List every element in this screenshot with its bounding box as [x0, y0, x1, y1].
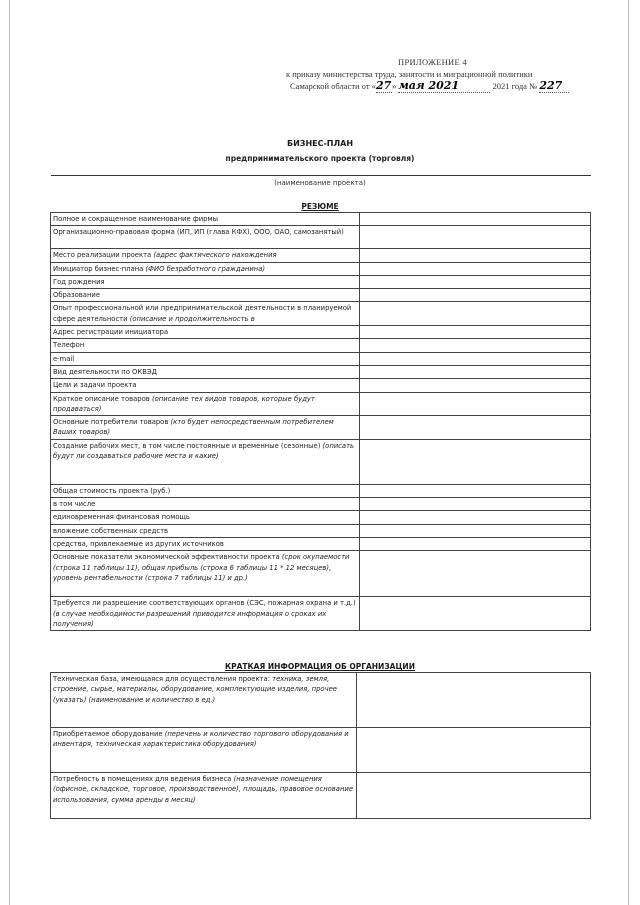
resume-row-value-cell[interactable] — [360, 416, 591, 440]
scan-edge-right — [628, 0, 629, 905]
document-title: БИЗНЕС-ПЛАН — [286, 139, 354, 148]
resume-row-value-cell[interactable] — [360, 498, 591, 511]
resume-row-label: Инициатор бизнес-плана (ФИО безработного гражданина) — [51, 262, 360, 275]
resume-row-label: Вид деятельности по ОКВЭД — [51, 365, 360, 378]
appendix-label: ПРИЛОЖЕНИЕ 4 — [398, 57, 467, 67]
resume-row-value-cell[interactable] — [360, 289, 591, 302]
resume-row — [51, 551, 591, 597]
resume-row-note: (кто будет непосредственным потребителем Ваших товаров) — [53, 418, 334, 437]
resume-row — [51, 226, 591, 249]
appendix-header — [286, 56, 606, 93]
resume-row-note: (описание и продолжительность в — [129, 314, 255, 323]
resume-row-value-cell[interactable] — [360, 262, 591, 275]
resume-row-label: средства, привлекаемые из других источников — [51, 537, 360, 550]
resume-row — [51, 511, 591, 524]
org-info-row — [51, 673, 591, 728]
org-info-row — [51, 773, 591, 819]
resume-row-note: (описать будут ли создаваться рабочие места и какие) — [53, 441, 355, 461]
resume-row — [51, 326, 591, 339]
resume-row-label: e-mail — [51, 352, 360, 365]
resume-row-label: Требуется ли разрешение соответствующих органов (СЭС, пожарная охрана и т.д.) (в случае необходимости разрешений приводится информация о сроках их получения) — [51, 597, 360, 631]
resume-row-note: (в случае необходимости разрешений приводится информация о сроках их получения) — [53, 609, 327, 628]
resume-row — [51, 352, 591, 365]
resume-heading: РЕЗЮМЕ — [301, 202, 339, 211]
resume-row — [51, 392, 591, 416]
resume-row-label: Адрес регистрации инициатора — [51, 326, 360, 339]
resume-row — [51, 416, 591, 440]
org-info-row — [51, 728, 591, 773]
resume-row — [51, 275, 591, 288]
scan-edge-left — [9, 0, 10, 905]
org-info-row-label: Потребность в помещениях для ведения бизнеса (назначение помещения (офисное, складское, торговое, производственное), площадь, правовое основание использования, сумма аренды в месяц) — [51, 773, 357, 819]
resume-row — [51, 262, 591, 275]
resume-row-value-cell[interactable] — [360, 326, 591, 339]
resume-row-label: Телефон — [51, 339, 360, 352]
resume-row-value-cell[interactable] — [360, 524, 591, 537]
org-info-row-value-cell[interactable] — [357, 728, 591, 773]
resume-row-label: Общая стоимость проекта (руб.) — [51, 484, 360, 497]
resume-row-note: (ФИО безработного гражданина) — [145, 264, 266, 273]
project-name-caption: (наименование проекта) — [274, 179, 366, 187]
resume-row-value-cell[interactable] — [360, 302, 591, 326]
resume-row-label: единовременная финансовая помощь — [51, 511, 360, 524]
resume-row — [51, 213, 591, 226]
resume-row-value-cell[interactable] — [360, 484, 591, 497]
resume-row-value-cell[interactable] — [360, 551, 591, 597]
resume-row — [51, 439, 591, 484]
resume-row-label: Цели и задачи проекта — [51, 379, 360, 392]
resume-row-label: Полное и сокращенное наименование фирмы — [51, 213, 360, 226]
resume-row-value-cell[interactable] — [360, 352, 591, 365]
resume-row — [51, 339, 591, 352]
resume-row-label: в том числе — [51, 498, 360, 511]
handwritten-month: мая 2021 — [398, 80, 490, 93]
resume-row-value-cell[interactable] — [360, 537, 591, 550]
resume-row-value-cell[interactable] — [360, 339, 591, 352]
org-info-row-label: Техническая база, имеющаяся для осуществления проекта: техника, земля, строение, сырье, материалы, оборудование, комплектующие изделия, прочее (указать) (наименование и количество в ед.) — [51, 673, 357, 728]
resume-row — [51, 484, 591, 497]
org-info-row-value-cell[interactable] — [357, 773, 591, 819]
resume-row-label: Основные показатели экономической эффективности проекта (срок окупаемости (строка 11 таблицы 11), общая прибыль (строка 6 таблицы 11 * 12 месяцев), уровень рентабельности (строка 7 таблицы 11) и др.) — [51, 551, 360, 597]
resume-row — [51, 289, 591, 302]
resume-row-value-cell[interactable] — [360, 392, 591, 416]
org-info-row-label: Приобретаемое оборудование (перечень и количество торгового оборудования и инвентаря, техническая характеристика оборудования) — [51, 728, 357, 773]
resume-row-value-cell[interactable] — [360, 226, 591, 249]
resume-row-label: Место реализации проекта (адрес фактического нахождения — [51, 249, 360, 262]
resume-row-value-cell[interactable] — [360, 249, 591, 262]
resume-row-label: Создание рабочих мест, в том числе постоянные и временные (сезонные) (описать будут ли создаваться рабочие места и какие) — [51, 439, 360, 484]
resume-row-note: (срок окупаемости (строка 11 таблицы 11), общая прибыль (строка 6 таблицы 11 * 12 месяцев), уровень рентабельности (строка 7 таблицы 11) и др.) — [53, 553, 350, 582]
resume-row — [51, 365, 591, 378]
appendix-order-text: к приказу министерства труда, занятости и миграционной политики — [286, 69, 533, 79]
resume-row-label: Опыт профессиональной или предпринимательской деятельности в планируемой сфере деятельности (описание и продолжительность в — [51, 302, 360, 326]
resume-row-label: Основные потребители товаров (кто будет непосредственным потребителем Ваших товаров) — [51, 416, 360, 440]
resume-row — [51, 379, 591, 392]
document-subtitle: предпринимательского проекта (торговля) — [225, 154, 415, 163]
resume-row-value-cell[interactable] — [360, 439, 591, 484]
org-info-row-note: техника, земля, строение, сырье, материалы, оборудование, комплектующие изделия, прочее (указать) (наименование и количество в ед.) — [53, 675, 337, 704]
project-name-line — [51, 175, 591, 176]
resume-row-value-cell[interactable] — [360, 275, 591, 288]
resume-row — [51, 524, 591, 537]
appendix-date-line: Самарской области от «27» мая 2021 2021 года № 227 — [286, 80, 606, 93]
resume-row-value-cell[interactable] — [360, 365, 591, 378]
resume-row — [51, 597, 591, 631]
resume-row-label: вложение собственных средств — [51, 524, 360, 537]
resume-row-label: Организационно-правовая форма (ИП, ИП (глава КФХ), ООО, ОАО, самозанятый) — [51, 226, 360, 249]
resume-row — [51, 249, 591, 262]
resume-row-value-cell[interactable] — [360, 597, 591, 631]
resume-row-note: (описание тех видов товаров, которые будут продаваться) — [53, 394, 315, 413]
resume-row — [51, 537, 591, 550]
resume-row-label: Краткое описание товаров (описание тех видов товаров, которые будут продаваться) — [51, 392, 360, 416]
org-info-row-note: (перечень и количество торгового оборудования и инвентаря, техническая характеристика оборудования) — [53, 730, 349, 749]
resume-row-label: Образование — [51, 289, 360, 302]
handwritten-number: 227 — [539, 80, 569, 93]
resume-row-value-cell[interactable] — [360, 511, 591, 524]
org-info-heading: КРАТКАЯ ИНФОРМАЦИЯ ОБ ОРГАНИЗАЦИИ — [225, 662, 415, 671]
resume-row — [51, 498, 591, 511]
org-info-row-value-cell[interactable] — [357, 673, 591, 728]
org-info-table — [50, 672, 591, 819]
handwritten-day: 27 — [375, 79, 392, 92]
resume-row-value-cell[interactable] — [360, 379, 591, 392]
resume-row-value-cell[interactable] — [360, 213, 591, 226]
resume-row-note: (адрес фактического нахождения — [153, 251, 277, 260]
resume-table — [50, 212, 591, 631]
org-info-row-note: (назначение помещения (офисное, складское, торговое, производственное), площадь, правовое основание использования, сумма аренды в месяц) — [53, 775, 354, 804]
resume-row — [51, 302, 591, 326]
resume-row-label: Год рождения — [51, 275, 360, 288]
